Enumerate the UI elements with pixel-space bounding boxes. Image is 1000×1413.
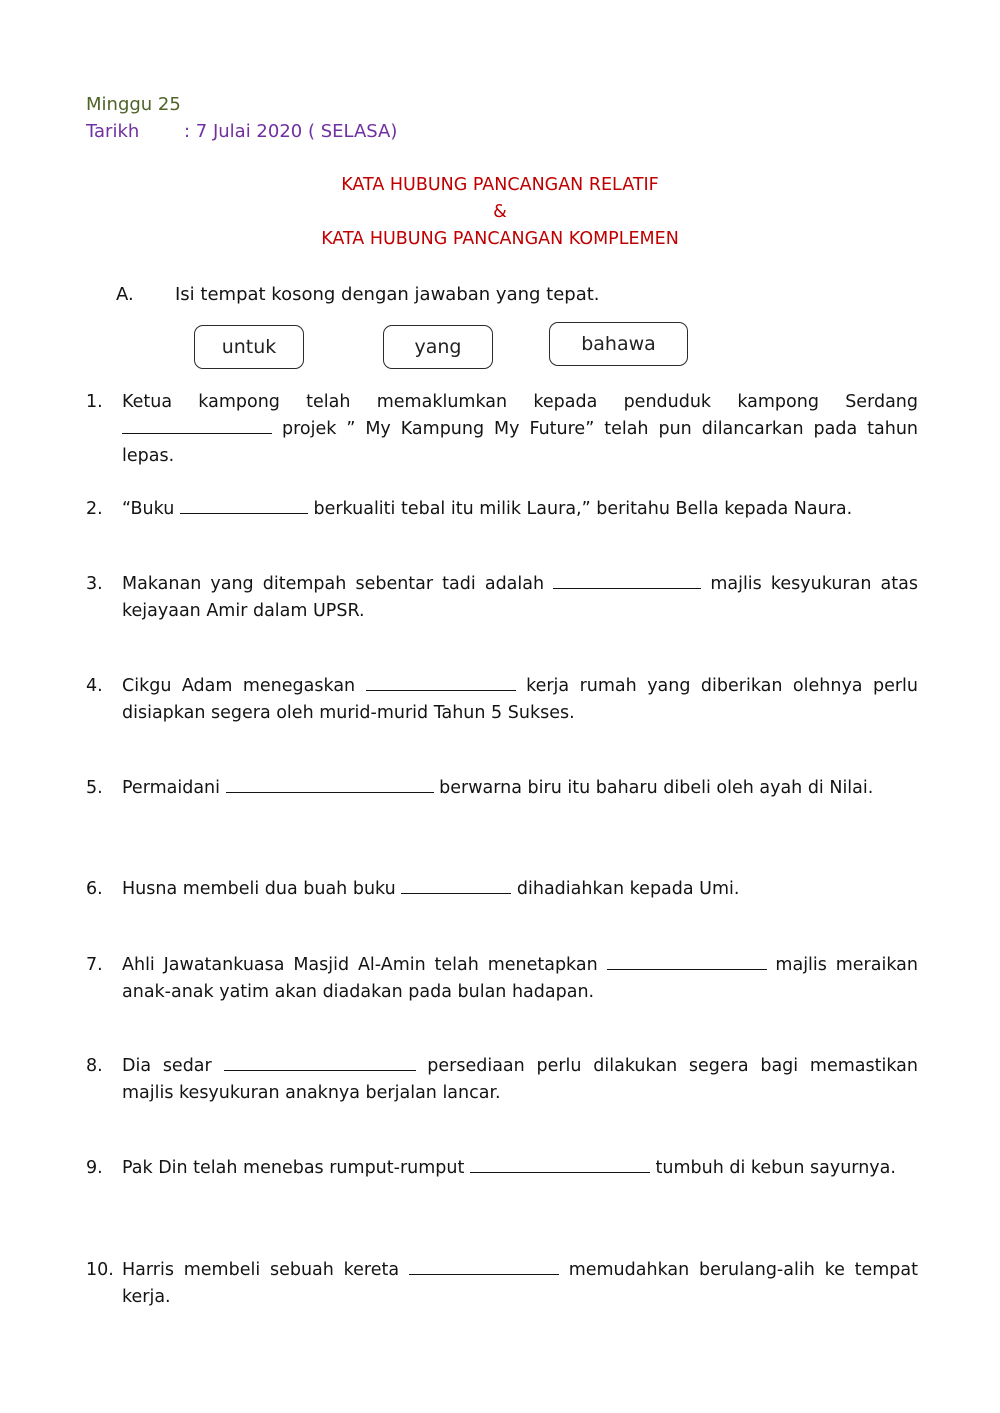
answer-blank[interactable] bbox=[470, 1155, 650, 1173]
answer-blank[interactable] bbox=[607, 952, 767, 970]
question-text-before: Harris membeli sebuah kereta bbox=[122, 1260, 400, 1280]
question-number: 2. bbox=[86, 499, 103, 519]
title-ampersand: & bbox=[493, 202, 507, 222]
question-number: 6. bbox=[86, 879, 103, 899]
word-box-untuk: untuk bbox=[194, 325, 304, 369]
question-number: 4. bbox=[86, 676, 103, 696]
answer-blank[interactable] bbox=[180, 496, 308, 514]
question-8 bbox=[122, 1053, 918, 1107]
question-9 bbox=[122, 1155, 918, 1182]
word-box-bahawa: bahawa bbox=[549, 322, 688, 366]
question-text-after: berkualiti tebal itu milik Laura,” beritahu Bella kepada Naura. bbox=[313, 499, 853, 519]
question-text-after: memudahkan berulang-alih ke tempat kerja. bbox=[122, 1260, 918, 1307]
title-line-2: KATA HUBUNG PANCANGAN KOMPLEMEN bbox=[321, 229, 679, 249]
answer-blank[interactable] bbox=[366, 673, 516, 691]
question-number: 10. bbox=[86, 1260, 114, 1280]
answer-blank[interactable] bbox=[224, 1053, 416, 1071]
question-5 bbox=[122, 775, 918, 802]
section-letter: A. bbox=[116, 284, 134, 305]
answer-blank[interactable] bbox=[409, 1257, 559, 1275]
question-10 bbox=[122, 1257, 918, 1311]
week-label: Minggu 25 bbox=[86, 94, 181, 115]
question-4 bbox=[122, 673, 918, 727]
question-text-after: tumbuh di kebun sayurnya. bbox=[655, 1158, 896, 1178]
question-6 bbox=[122, 876, 918, 903]
question-text-before: Pak Din telah menebas rumput-rumput bbox=[122, 1158, 465, 1178]
question-text-after: kerja rumah yang diberikan olehnya perlu disiapkan segera oleh murid-murid Tahun 5 Sukses. bbox=[122, 676, 918, 723]
question-number: 5. bbox=[86, 778, 103, 798]
question-text-before: Makanan yang ditempah sebentar tadi adalah bbox=[122, 574, 545, 594]
question-text-before: Permaidani bbox=[122, 778, 221, 798]
question-text-after: dihadiahkan kepada Umi. bbox=[516, 879, 740, 899]
question-number: 1. bbox=[86, 392, 103, 412]
title-line-1: KATA HUBUNG PANCANGAN RELATIF bbox=[341, 175, 659, 195]
date-label: Tarikh bbox=[86, 121, 140, 142]
question-3 bbox=[122, 571, 918, 625]
question-1 bbox=[122, 389, 918, 470]
answer-blank[interactable] bbox=[401, 876, 511, 894]
question-text-before: Ketua kampong telah memaklumkan kepada penduduk kampong Serdang bbox=[122, 392, 918, 412]
question-text-before: Dia sedar bbox=[122, 1056, 212, 1076]
question-text-after: majlis kesyukuran atas kejayaan Amir dalam UPSR. bbox=[122, 574, 918, 621]
answer-blank[interactable] bbox=[226, 775, 434, 793]
question-text-after: berwarna biru itu baharu dibeli oleh ayah di Nilai. bbox=[439, 778, 874, 798]
answer-blank[interactable] bbox=[553, 571, 701, 589]
word-box-yang: yang bbox=[383, 325, 493, 369]
question-number: 9. bbox=[86, 1158, 103, 1178]
question-text-after: majlis meraikan anak-anak yatim akan diadakan pada bulan hadapan. bbox=[122, 955, 918, 1002]
question-text-after: persediaan perlu dilakukan segera bagi memastikan majlis kesyukuran anaknya berjalan lancar. bbox=[122, 1056, 918, 1103]
question-text-before: Cikgu Adam menegaskan bbox=[122, 676, 356, 696]
question-number: 8. bbox=[86, 1056, 103, 1076]
date-value: : 7 Julai 2020 ( SELASA) bbox=[184, 121, 398, 142]
question-text-before: Husna membeli dua buah buku bbox=[122, 879, 396, 899]
question-text-before: Ahli Jawatankuasa Masjid Al-Amin telah menetapkan bbox=[122, 955, 598, 975]
instruction-text: Isi tempat kosong dengan jawaban yang tepat. bbox=[175, 284, 600, 305]
question-number: 3. bbox=[86, 574, 103, 594]
question-number: 7. bbox=[86, 955, 103, 975]
question-2 bbox=[122, 496, 918, 523]
answer-blank[interactable] bbox=[122, 416, 272, 434]
question-7 bbox=[122, 952, 918, 1006]
question-text-before: “Buku bbox=[122, 499, 175, 519]
question-text-after: projek ” My Kampung My Future” telah pun dilancarkan pada tahun lepas. bbox=[122, 419, 918, 466]
